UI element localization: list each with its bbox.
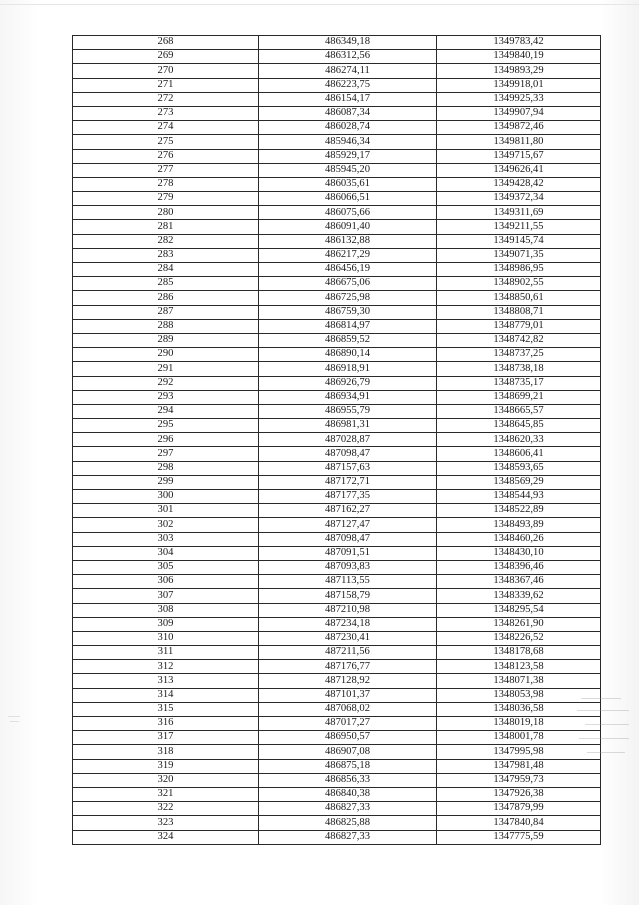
table-row — [73, 419, 601, 433]
x-coordinate-cell: 485946,34 — [259, 135, 437, 149]
x-coordinate-cell: 487172,71 — [259, 475, 437, 489]
x-coordinate-cell: 486456,19 — [259, 263, 437, 277]
y-coordinate-cell: 1349372,34 — [437, 192, 601, 206]
x-coordinate-cell: 486926,79 — [259, 376, 437, 390]
point-number-cell: 287 — [73, 305, 259, 319]
y-coordinate-cell: 1348053,98 — [437, 688, 601, 702]
table-row — [73, 319, 601, 333]
point-number-cell: 313 — [73, 674, 259, 688]
y-coordinate-cell: 1348902,55 — [437, 277, 601, 291]
y-coordinate-cell: 1348779,01 — [437, 319, 601, 333]
margin-stamp-mark — [575, 690, 635, 770]
table-row — [73, 518, 601, 532]
table-row — [73, 490, 601, 504]
y-coordinate-cell: 1348738,18 — [437, 362, 601, 376]
y-coordinate-cell: 1348396,46 — [437, 560, 601, 574]
table-row — [73, 149, 601, 163]
table-row — [73, 106, 601, 120]
y-coordinate-cell: 1348295,54 — [437, 603, 601, 617]
y-coordinate-cell: 1348123,58 — [437, 660, 601, 674]
point-number-cell: 307 — [73, 589, 259, 603]
point-number-cell: 300 — [73, 490, 259, 504]
table-row — [73, 646, 601, 660]
point-number-cell: 308 — [73, 603, 259, 617]
x-coordinate-cell: 486274,11 — [259, 64, 437, 78]
table-row — [73, 348, 601, 362]
table-row — [73, 702, 601, 716]
table-row — [73, 461, 601, 475]
scan-edge-line — [0, 4, 639, 5]
y-coordinate-cell: 1348178,68 — [437, 646, 601, 660]
x-coordinate-cell: 487093,83 — [259, 560, 437, 574]
y-coordinate-cell: 1349311,69 — [437, 206, 601, 220]
x-coordinate-cell: 486091,40 — [259, 220, 437, 234]
point-number-cell: 310 — [73, 631, 259, 645]
y-coordinate-cell: 1347840,84 — [437, 816, 601, 830]
point-number-cell: 304 — [73, 546, 259, 560]
table-row — [73, 589, 601, 603]
y-coordinate-cell: 1348645,85 — [437, 419, 601, 433]
table-row — [73, 475, 601, 489]
table-row — [73, 78, 601, 92]
point-number-cell: 296 — [73, 433, 259, 447]
point-number-cell: 293 — [73, 390, 259, 404]
y-coordinate-cell: 1348226,52 — [437, 631, 601, 645]
point-number-cell: 277 — [73, 163, 259, 177]
table-row — [73, 504, 601, 518]
point-number-cell: 284 — [73, 263, 259, 277]
point-number-cell: 271 — [73, 78, 259, 92]
point-number-cell: 268 — [73, 36, 259, 50]
point-number-cell: 323 — [73, 816, 259, 830]
x-coordinate-cell: 487211,56 — [259, 646, 437, 660]
x-coordinate-cell: 486840,38 — [259, 787, 437, 801]
y-coordinate-cell: 1348071,38 — [437, 674, 601, 688]
table-row — [73, 773, 601, 787]
table-row — [73, 532, 601, 546]
point-number-cell: 289 — [73, 333, 259, 347]
point-number-cell: 309 — [73, 617, 259, 631]
point-number-cell: 269 — [73, 50, 259, 64]
y-coordinate-cell: 1349715,67 — [437, 149, 601, 163]
coordinates-table — [72, 35, 601, 845]
y-coordinate-cell: 1348808,71 — [437, 305, 601, 319]
table-row — [73, 234, 601, 248]
x-coordinate-cell: 486907,08 — [259, 745, 437, 759]
y-coordinate-cell: 1348339,62 — [437, 589, 601, 603]
x-coordinate-cell: 486132,88 — [259, 234, 437, 248]
y-coordinate-cell: 1349925,33 — [437, 92, 601, 106]
x-coordinate-cell: 487157,63 — [259, 461, 437, 475]
table-row — [73, 220, 601, 234]
table-row — [73, 560, 601, 574]
point-number-cell: 288 — [73, 319, 259, 333]
table-row — [73, 787, 601, 801]
point-number-cell: 280 — [73, 206, 259, 220]
table-row — [73, 135, 601, 149]
y-coordinate-cell: 1349907,94 — [437, 106, 601, 120]
y-coordinate-cell: 1348699,21 — [437, 390, 601, 404]
x-coordinate-cell: 486035,61 — [259, 177, 437, 191]
x-coordinate-cell: 486075,66 — [259, 206, 437, 220]
point-number-cell: 298 — [73, 461, 259, 475]
x-coordinate-cell: 487068,02 — [259, 702, 437, 716]
x-coordinate-cell: 486856,33 — [259, 773, 437, 787]
table-row — [73, 660, 601, 674]
y-coordinate-cell: 1348665,57 — [437, 404, 601, 418]
point-number-cell: 285 — [73, 277, 259, 291]
point-number-cell: 286 — [73, 291, 259, 305]
x-coordinate-cell: 486934,91 — [259, 390, 437, 404]
x-coordinate-cell: 486918,91 — [259, 362, 437, 376]
y-coordinate-cell: 1348850,61 — [437, 291, 601, 305]
y-coordinate-cell: 1348367,46 — [437, 575, 601, 589]
point-number-cell: 283 — [73, 248, 259, 262]
table-row — [73, 92, 601, 106]
point-number-cell: 319 — [73, 759, 259, 773]
point-number-cell: 278 — [73, 177, 259, 191]
table-row — [73, 546, 601, 560]
point-number-cell: 282 — [73, 234, 259, 248]
y-coordinate-cell: 1348261,90 — [437, 617, 601, 631]
point-number-cell: 279 — [73, 192, 259, 206]
point-number-cell: 305 — [73, 560, 259, 574]
x-coordinate-cell: 487113,55 — [259, 575, 437, 589]
point-number-cell: 292 — [73, 376, 259, 390]
y-coordinate-cell: 1347995,98 — [437, 745, 601, 759]
x-coordinate-cell: 487091,51 — [259, 546, 437, 560]
point-number-cell: 270 — [73, 64, 259, 78]
table-row — [73, 362, 601, 376]
point-number-cell: 311 — [73, 646, 259, 660]
point-number-cell: 302 — [73, 518, 259, 532]
point-number-cell: 274 — [73, 121, 259, 135]
x-coordinate-cell: 486312,56 — [259, 50, 437, 64]
y-coordinate-cell: 1347879,99 — [437, 802, 601, 816]
y-coordinate-cell: 1348430,10 — [437, 546, 601, 560]
y-coordinate-cell: 1348620,33 — [437, 433, 601, 447]
y-coordinate-cell: 1348606,41 — [437, 447, 601, 461]
y-coordinate-cell: 1349071,35 — [437, 248, 601, 262]
point-number-cell: 273 — [73, 106, 259, 120]
x-coordinate-cell: 487017,27 — [259, 717, 437, 731]
point-number-cell: 301 — [73, 504, 259, 518]
y-coordinate-cell: 1348522,89 — [437, 504, 601, 518]
x-coordinate-cell: 485929,17 — [259, 149, 437, 163]
point-number-cell: 314 — [73, 688, 259, 702]
left-margin-mark — [8, 712, 22, 726]
point-number-cell: 275 — [73, 135, 259, 149]
y-coordinate-cell: 1349840,19 — [437, 50, 601, 64]
x-coordinate-cell: 486154,17 — [259, 92, 437, 106]
x-coordinate-cell: 487177,35 — [259, 490, 437, 504]
x-coordinate-cell: 486981,31 — [259, 419, 437, 433]
table-row — [73, 433, 601, 447]
x-coordinate-cell: 486875,18 — [259, 759, 437, 773]
point-number-cell: 306 — [73, 575, 259, 589]
table-row — [73, 390, 601, 404]
table-row — [73, 50, 601, 64]
point-number-cell: 321 — [73, 787, 259, 801]
y-coordinate-cell: 1349211,55 — [437, 220, 601, 234]
table-row — [73, 575, 601, 589]
y-coordinate-cell: 1349626,41 — [437, 163, 601, 177]
y-coordinate-cell: 1349893,29 — [437, 64, 601, 78]
y-coordinate-cell: 1349783,42 — [437, 36, 601, 50]
point-number-cell: 315 — [73, 702, 259, 716]
table-row — [73, 830, 601, 844]
x-coordinate-cell: 487028,87 — [259, 433, 437, 447]
table-row — [73, 192, 601, 206]
y-coordinate-cell: 1348569,29 — [437, 475, 601, 489]
point-number-cell: 299 — [73, 475, 259, 489]
y-coordinate-cell: 1348036,58 — [437, 702, 601, 716]
point-number-cell: 290 — [73, 348, 259, 362]
x-coordinate-cell: 485945,20 — [259, 163, 437, 177]
y-coordinate-cell: 1348593,65 — [437, 461, 601, 475]
point-number-cell: 303 — [73, 532, 259, 546]
table-row — [73, 263, 601, 277]
point-number-cell: 324 — [73, 830, 259, 844]
y-coordinate-cell: 1348737,25 — [437, 348, 601, 362]
table-row — [73, 248, 601, 262]
table-row — [73, 745, 601, 759]
point-number-cell: 272 — [73, 92, 259, 106]
y-coordinate-cell: 1348544,93 — [437, 490, 601, 504]
x-coordinate-cell: 486223,75 — [259, 78, 437, 92]
y-coordinate-cell: 1348460,26 — [437, 532, 601, 546]
x-coordinate-cell: 487128,92 — [259, 674, 437, 688]
x-coordinate-cell: 486028,74 — [259, 121, 437, 135]
point-number-cell: 320 — [73, 773, 259, 787]
coordinates-table-body — [73, 36, 601, 845]
point-number-cell: 312 — [73, 660, 259, 674]
table-row — [73, 333, 601, 347]
x-coordinate-cell: 486066,51 — [259, 192, 437, 206]
point-number-cell: 318 — [73, 745, 259, 759]
y-coordinate-cell: 1348001,78 — [437, 731, 601, 745]
table-row — [73, 802, 601, 816]
y-coordinate-cell: 1347926,38 — [437, 787, 601, 801]
y-coordinate-cell: 1348742,82 — [437, 333, 601, 347]
x-coordinate-cell: 487210,98 — [259, 603, 437, 617]
y-coordinate-cell: 1348019,18 — [437, 717, 601, 731]
y-coordinate-cell: 1349872,46 — [437, 121, 601, 135]
x-coordinate-cell: 487127,47 — [259, 518, 437, 532]
x-coordinate-cell: 487162,27 — [259, 504, 437, 518]
table-row — [73, 177, 601, 191]
y-coordinate-cell: 1349428,42 — [437, 177, 601, 191]
x-coordinate-cell: 486890,14 — [259, 348, 437, 362]
table-row — [73, 121, 601, 135]
x-coordinate-cell: 487234,18 — [259, 617, 437, 631]
x-coordinate-cell: 486217,29 — [259, 248, 437, 262]
y-coordinate-cell: 1347981,48 — [437, 759, 601, 773]
x-coordinate-cell: 486955,79 — [259, 404, 437, 418]
x-coordinate-cell: 486675,06 — [259, 277, 437, 291]
table-row — [73, 816, 601, 830]
x-coordinate-cell: 486825,88 — [259, 816, 437, 830]
table-row — [73, 163, 601, 177]
x-coordinate-cell: 486827,33 — [259, 802, 437, 816]
point-number-cell: 281 — [73, 220, 259, 234]
x-coordinate-cell: 486827,33 — [259, 830, 437, 844]
x-coordinate-cell: 486759,30 — [259, 305, 437, 319]
table-row — [73, 64, 601, 78]
table-row — [73, 305, 601, 319]
table-row — [73, 291, 601, 305]
y-coordinate-cell: 1349811,80 — [437, 135, 601, 149]
point-number-cell: 294 — [73, 404, 259, 418]
table-row — [73, 603, 601, 617]
x-coordinate-cell: 487176,77 — [259, 660, 437, 674]
table-row — [73, 631, 601, 645]
table-row — [73, 36, 601, 50]
y-coordinate-cell: 1349918,01 — [437, 78, 601, 92]
table-row — [73, 206, 601, 220]
table-row — [73, 447, 601, 461]
x-coordinate-cell: 487158,79 — [259, 589, 437, 603]
table-row — [73, 617, 601, 631]
point-number-cell: 316 — [73, 717, 259, 731]
table-row — [73, 674, 601, 688]
x-coordinate-cell: 486950,57 — [259, 731, 437, 745]
point-number-cell: 276 — [73, 149, 259, 163]
y-coordinate-cell: 1347775,59 — [437, 830, 601, 844]
table-row — [73, 731, 601, 745]
table-row — [73, 404, 601, 418]
point-number-cell: 322 — [73, 802, 259, 816]
table-row — [73, 376, 601, 390]
x-coordinate-cell: 487230,41 — [259, 631, 437, 645]
x-coordinate-cell: 486725,98 — [259, 291, 437, 305]
table-row — [73, 759, 601, 773]
x-coordinate-cell: 487101,37 — [259, 688, 437, 702]
table-row — [73, 277, 601, 291]
point-number-cell: 291 — [73, 362, 259, 376]
y-coordinate-cell: 1348493,89 — [437, 518, 601, 532]
y-coordinate-cell: 1349145,74 — [437, 234, 601, 248]
point-number-cell: 317 — [73, 731, 259, 745]
x-coordinate-cell: 487098,47 — [259, 447, 437, 461]
x-coordinate-cell: 486349,18 — [259, 36, 437, 50]
x-coordinate-cell: 486859,52 — [259, 333, 437, 347]
y-coordinate-cell: 1348986,95 — [437, 263, 601, 277]
point-number-cell: 295 — [73, 419, 259, 433]
x-coordinate-cell: 487098,47 — [259, 532, 437, 546]
table-row — [73, 717, 601, 731]
x-coordinate-cell: 486814,97 — [259, 319, 437, 333]
y-coordinate-cell: 1347959,73 — [437, 773, 601, 787]
table-row — [73, 688, 601, 702]
y-coordinate-cell: 1348735,17 — [437, 376, 601, 390]
x-coordinate-cell: 486087,34 — [259, 106, 437, 120]
point-number-cell: 297 — [73, 447, 259, 461]
